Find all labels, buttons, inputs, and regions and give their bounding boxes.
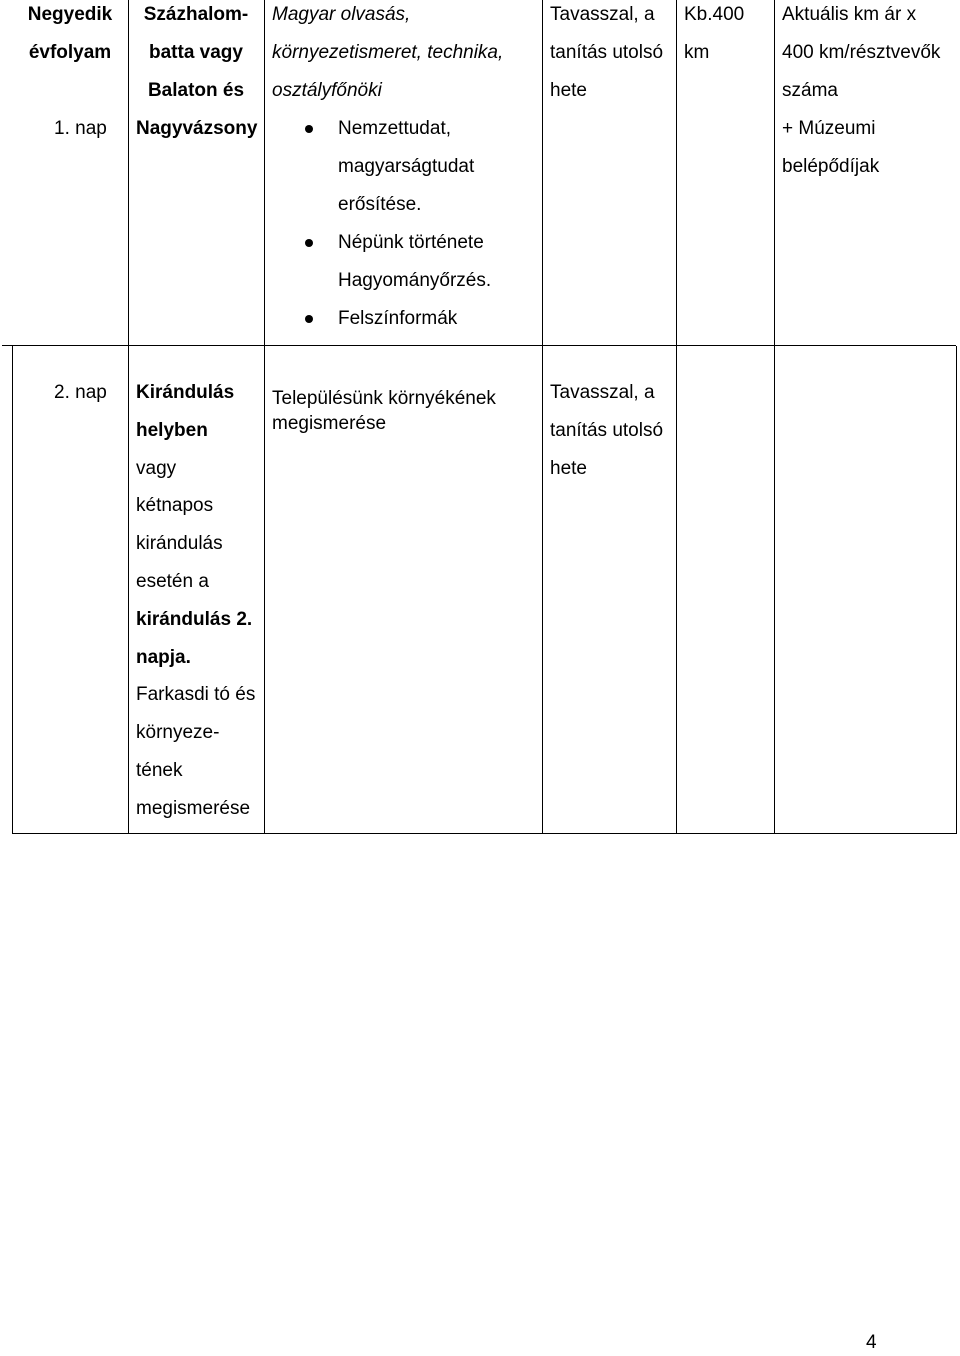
grade-line-1: Negyedik <box>27 4 113 25</box>
bullet-icon <box>305 315 313 323</box>
day-label <box>54 110 126 148</box>
location-line: Balaton és <box>147 80 245 101</box>
day-1-label: 1. nap <box>54 118 107 139</box>
cost-line: + Múzeumi <box>782 118 876 139</box>
table-border <box>128 346 129 834</box>
grade-line-2: évfolyam <box>28 42 112 63</box>
day-2-label: 2. nap <box>54 382 107 403</box>
timing-line: hete <box>550 458 587 479</box>
cost-line: Aktuális km ár x <box>782 4 917 25</box>
trip-line: Farkasdi tó és <box>136 684 256 706</box>
grade-cell <box>14 0 126 72</box>
goal-line: magyarságtudat <box>338 156 475 177</box>
table-border <box>264 0 265 346</box>
trip-line: kirándulás 2. <box>136 608 253 630</box>
goal-item <box>272 110 540 224</box>
table-border <box>128 0 129 346</box>
goal-line: erősítése. <box>338 194 422 215</box>
trip-line: kirándulás <box>136 533 223 555</box>
goal-line: Népünk története <box>338 232 484 253</box>
timing-cell <box>550 374 674 488</box>
goal-item <box>272 224 540 300</box>
table-border <box>676 0 677 346</box>
day-label <box>54 374 126 412</box>
goal-item <box>272 300 540 338</box>
trip-line: napja. <box>136 646 191 668</box>
table-border <box>264 346 265 834</box>
table-border <box>542 346 543 834</box>
location-line: Nagyvázsony <box>136 118 258 139</box>
cost-cell <box>782 0 958 186</box>
timing-line: hete <box>550 80 587 101</box>
page-number: 4 <box>866 1332 877 1353</box>
subject-line: Magyar olvasás, <box>272 4 411 25</box>
timing-line: Tavasszal, a <box>550 4 655 25</box>
cost-line: száma <box>782 80 838 101</box>
table-border <box>12 833 957 834</box>
goal-line: megismerése <box>272 413 387 434</box>
table-border <box>956 346 957 834</box>
subject-line: környezetismeret, technika, <box>272 42 504 63</box>
timing-line: tanítás utolsó <box>550 42 664 63</box>
trip-line: helyben <box>136 419 208 441</box>
subjects-cell <box>272 0 540 338</box>
table-border <box>12 346 13 834</box>
cost-line: belépődíjak <box>782 156 880 177</box>
trip-line: tének <box>136 759 183 781</box>
timing-line: tanítás utolsó <box>550 420 664 441</box>
table-border <box>676 346 677 834</box>
subject-line: osztályfőnöki <box>272 80 382 101</box>
cost-line: 400 km/résztvevők <box>782 42 941 63</box>
bullet-icon <box>305 239 313 247</box>
timing-line: Tavasszal, a <box>550 382 655 403</box>
bullet-icon <box>305 125 313 133</box>
goal-line: Felszínformák <box>338 308 458 329</box>
goal-cell <box>272 386 540 436</box>
distance-cell <box>684 0 772 72</box>
trip-line: esetén a <box>136 570 209 592</box>
trip-cell <box>136 374 264 828</box>
goals-list <box>272 110 540 338</box>
distance-line: km <box>684 42 710 63</box>
goal-line: Településünk környékének <box>272 388 496 409</box>
row-separator <box>2 345 956 346</box>
location-line: batta vagy <box>149 42 243 63</box>
trip-line: környeze- <box>136 722 220 744</box>
goal-line: Nemzettudat, <box>338 118 451 139</box>
location-cell <box>130 0 262 148</box>
location-line: Százhalom- <box>143 4 249 25</box>
goal-line: Hagyományőrzés. <box>338 270 492 291</box>
trip-line: kétnapos <box>136 495 214 517</box>
trip-line: vagy <box>136 457 177 479</box>
table-border <box>774 0 775 346</box>
table-border <box>774 346 775 834</box>
distance-line: Kb.400 <box>684 4 745 25</box>
trip-line: megismerése <box>136 797 251 819</box>
timing-cell <box>550 0 674 110</box>
table-border <box>542 0 543 346</box>
trip-line: Kirándulás <box>136 382 235 403</box>
